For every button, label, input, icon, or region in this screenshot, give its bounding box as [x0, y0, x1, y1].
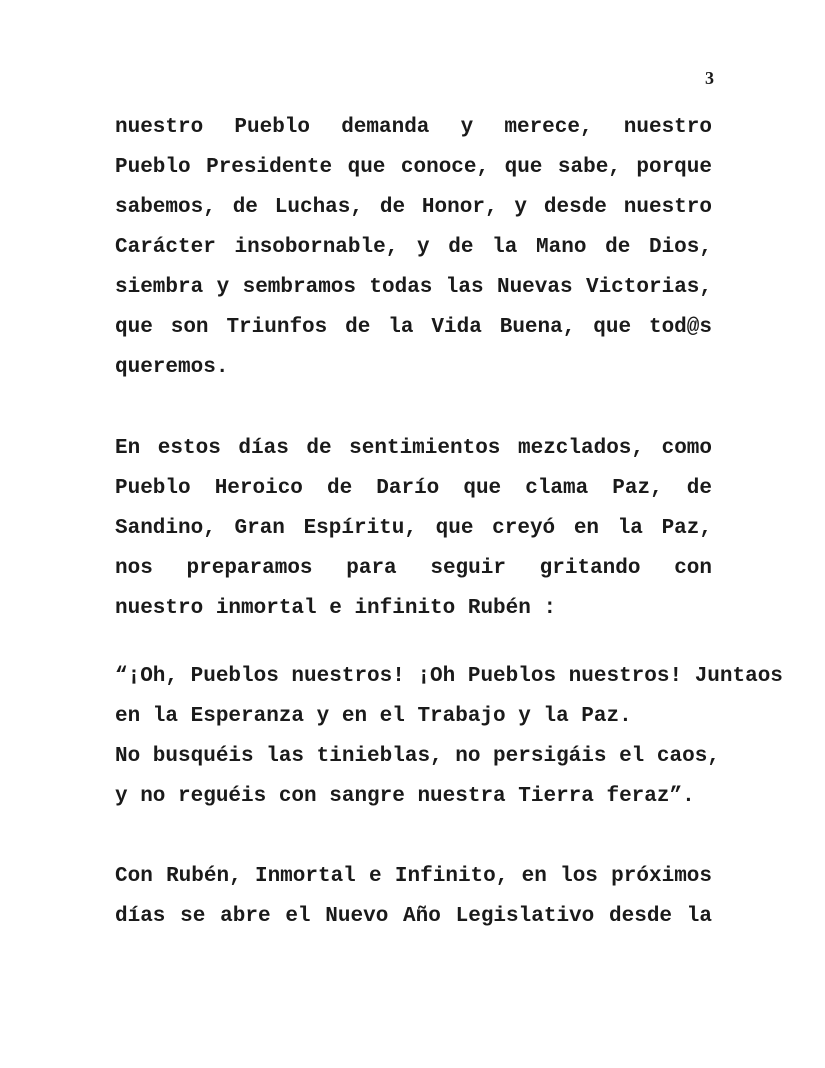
page-number: 3: [705, 68, 714, 88]
paragraph-4: [115, 857, 712, 937]
text-line: días se abre el Nuevo Año Legislativo desde la: [115, 905, 712, 928]
paragraph-2: [115, 429, 712, 629]
text-line: Pueblo Presidente que conoce, que sabe, porque: [115, 156, 712, 179]
text-line: “¡Oh, Pueblos nuestros! ¡Oh Pueblos nuestros! Juntaos: [115, 665, 783, 688]
text-line: en la Esperanza y en el Trabajo y la Paz.: [115, 705, 632, 728]
text-line: nuestro inmortal e infinito Rubén :: [115, 597, 557, 620]
text-line: nuestro Pueblo demanda y merece, nuestro: [115, 116, 712, 139]
text-line: Con Rubén, Inmortal e Infinito, en los próximos: [115, 865, 712, 888]
text-line: No busquéis las tinieblas, no persigáis el caos,: [115, 745, 720, 768]
paragraph-1: [115, 108, 712, 388]
text-line: que son Triunfos de la Vida Buena, que tod@s: [115, 316, 712, 339]
poem-quote: [115, 657, 783, 817]
text-line: En estos días de sentimientos mezclados, como: [115, 437, 712, 460]
text-line: y no reguéis con sangre nuestra Tierra feraz”.: [115, 785, 695, 808]
text-line: nos preparamos para seguir gritando con: [115, 557, 712, 580]
text-line: Carácter insobornable, y de la Mano de Dios,: [115, 236, 712, 259]
text-line: siembra y sembramos todas las Nuevas Victorias,: [115, 276, 712, 299]
text-line: Pueblo Heroico de Darío que clama Paz, de: [115, 477, 712, 500]
text-line: Sandino, Gran Espíritu, que creyó en la Paz,: [115, 517, 712, 540]
text-line: sabemos, de Luchas, de Honor, y desde nuestro: [115, 196, 712, 219]
text-line: queremos.: [115, 356, 229, 379]
